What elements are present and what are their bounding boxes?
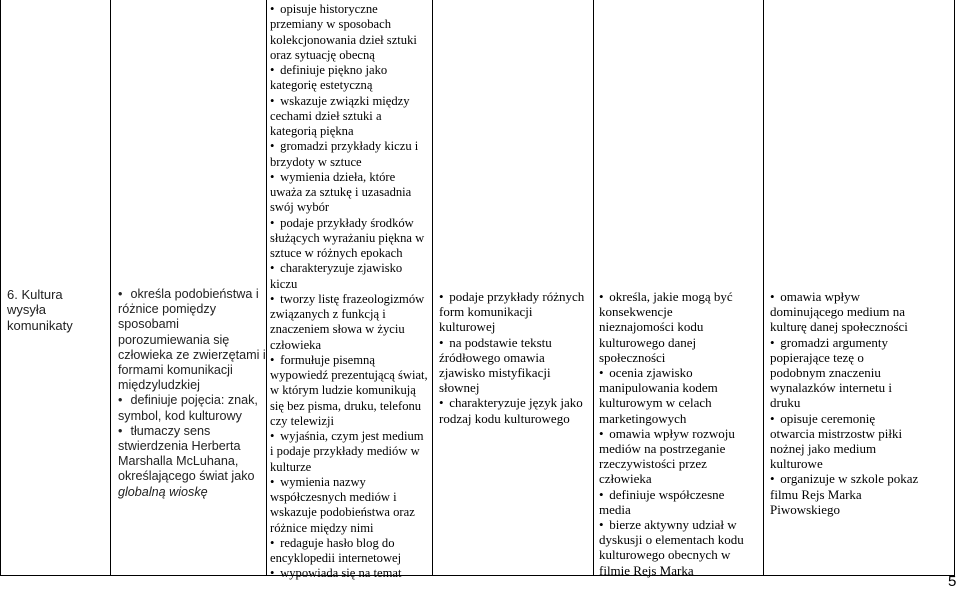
topic-text: 6. Kultura wysyła komunikaty: [7, 287, 73, 333]
list-item: • opisuje ceremonię otwarcia mistrzostw piłki nożnej jako medium kulturowe: [770, 410, 903, 472]
list-item: • tłumaczy sens stwierdzenia Herberta Marshalla McLuhana, określającego świat jako globalną wioskę: [118, 423, 255, 499]
list-item: • omawia wpływ dominującego medium na kulturę danej społeczności: [770, 289, 908, 335]
column-divider: [432, 0, 433, 576]
table-border-left: [0, 0, 1, 576]
list-item: • formułuje pisemną wypowiedź prezentującą świat, w którym ludzie komunikują się bez pisma, druku, telefonu czy telewizji: [270, 352, 428, 428]
column-divider: [110, 0, 111, 576]
list-item: • redaguje hasło blog do encyklopedii internetowej: [270, 535, 402, 565]
list-item: • organizuje w szkole pokaz filmu Rejs Marka Piwowskiego: [770, 471, 919, 517]
list-item: • ocenia zjawisko manipulowania kodem kulturowym w celach marketingowych: [599, 365, 718, 426]
requirements-extended-2-cell: [439, 289, 589, 426]
requirements-extended-cell: [270, 2, 428, 582]
list-item: • wymienia nazwy współczesnych mediów i wskazuje podobieństwa oraz różnice między nimi: [270, 474, 415, 535]
list-item: • wypowiada się na temat: [270, 566, 402, 581]
italic-term: globalną wioskę: [118, 484, 208, 499]
list-item: • charakteryzuje język jako rodzaj kodu kulturowego: [439, 395, 583, 426]
list-item: • definiuje pojęcia: znak, symbol, kod kulturowy: [118, 393, 258, 423]
list-item: • omawia wpływ rozwoju mediów na postrzeganie rzeczywistości przez człowieka: [599, 425, 735, 487]
list-item: • gromadzi przykłady kiczu i brzydoty w sztuce: [270, 139, 419, 169]
list-item: • wskazuje związki między cechami dzieł sztuki a kategorią piękna: [270, 93, 410, 138]
list-item: • charakteryzuje zjawisko kiczu: [270, 261, 403, 291]
list-item: • na podstawie tekstu źródłowego omawia zjawisko mistyfikacji słownej: [439, 334, 552, 396]
column-divider: [593, 0, 594, 576]
table-border-right: [954, 0, 955, 576]
column-divider: [763, 0, 764, 576]
list-item: • tworzy listę frazeologizmów związanych z funkcją i znaczeniem słowa w życiu człowieka: [270, 291, 425, 352]
requirements-excellent-cell: [770, 289, 920, 517]
requirements-complete-cell: [599, 289, 749, 578]
list-item: • określa podobieństwa i różnice pomiędzy sposobami porozumiewania się człowieka ze zwierzętami i formami komunikacji międzyludzkiej: [118, 287, 266, 393]
list-item: • bierze aktywny udział w dyskusji o elementach kodu kulturowego obecnych w filmie Rejs Marka: [599, 517, 744, 578]
list-item: • gromadzi argumenty popierające tezę o podobnym znaczeniu wynalazków internetu i druku: [770, 334, 893, 411]
list-item: • wymienia dzieła, które uważa za sztukę i uzasadnia swój wybór: [270, 169, 412, 215]
list-item: • opisuje historyczne przemiany w sposobach kolekcjonowania dzieł sztuki oraz sytuację obecną: [270, 2, 417, 62]
list-item: • wyjaśnia, czym jest medium i podaje przykłady mediów w kulturze: [270, 429, 424, 474]
table-bottom-border: [0, 575, 955, 576]
list-item: • definiuje piękno jako kategorię estetyczną: [270, 63, 388, 93]
list-item: • definiuje współczesne media: [599, 486, 725, 517]
list-item: • podaje przykłady różnych form komunikacji kulturowej: [439, 289, 585, 335]
list-item: • podaje przykłady środków służących wyrażaniu piękna w sztuce w różnych epokach: [270, 215, 425, 260]
page-number: 5: [948, 573, 957, 590]
column-divider: [266, 0, 267, 576]
topic-cell: [7, 287, 104, 333]
list-item: • określa, jakie mogą być konsekwencje nieznajomości kodu kulturowego danej społeczności: [599, 289, 733, 365]
requirements-basic-cell: [118, 287, 266, 500]
